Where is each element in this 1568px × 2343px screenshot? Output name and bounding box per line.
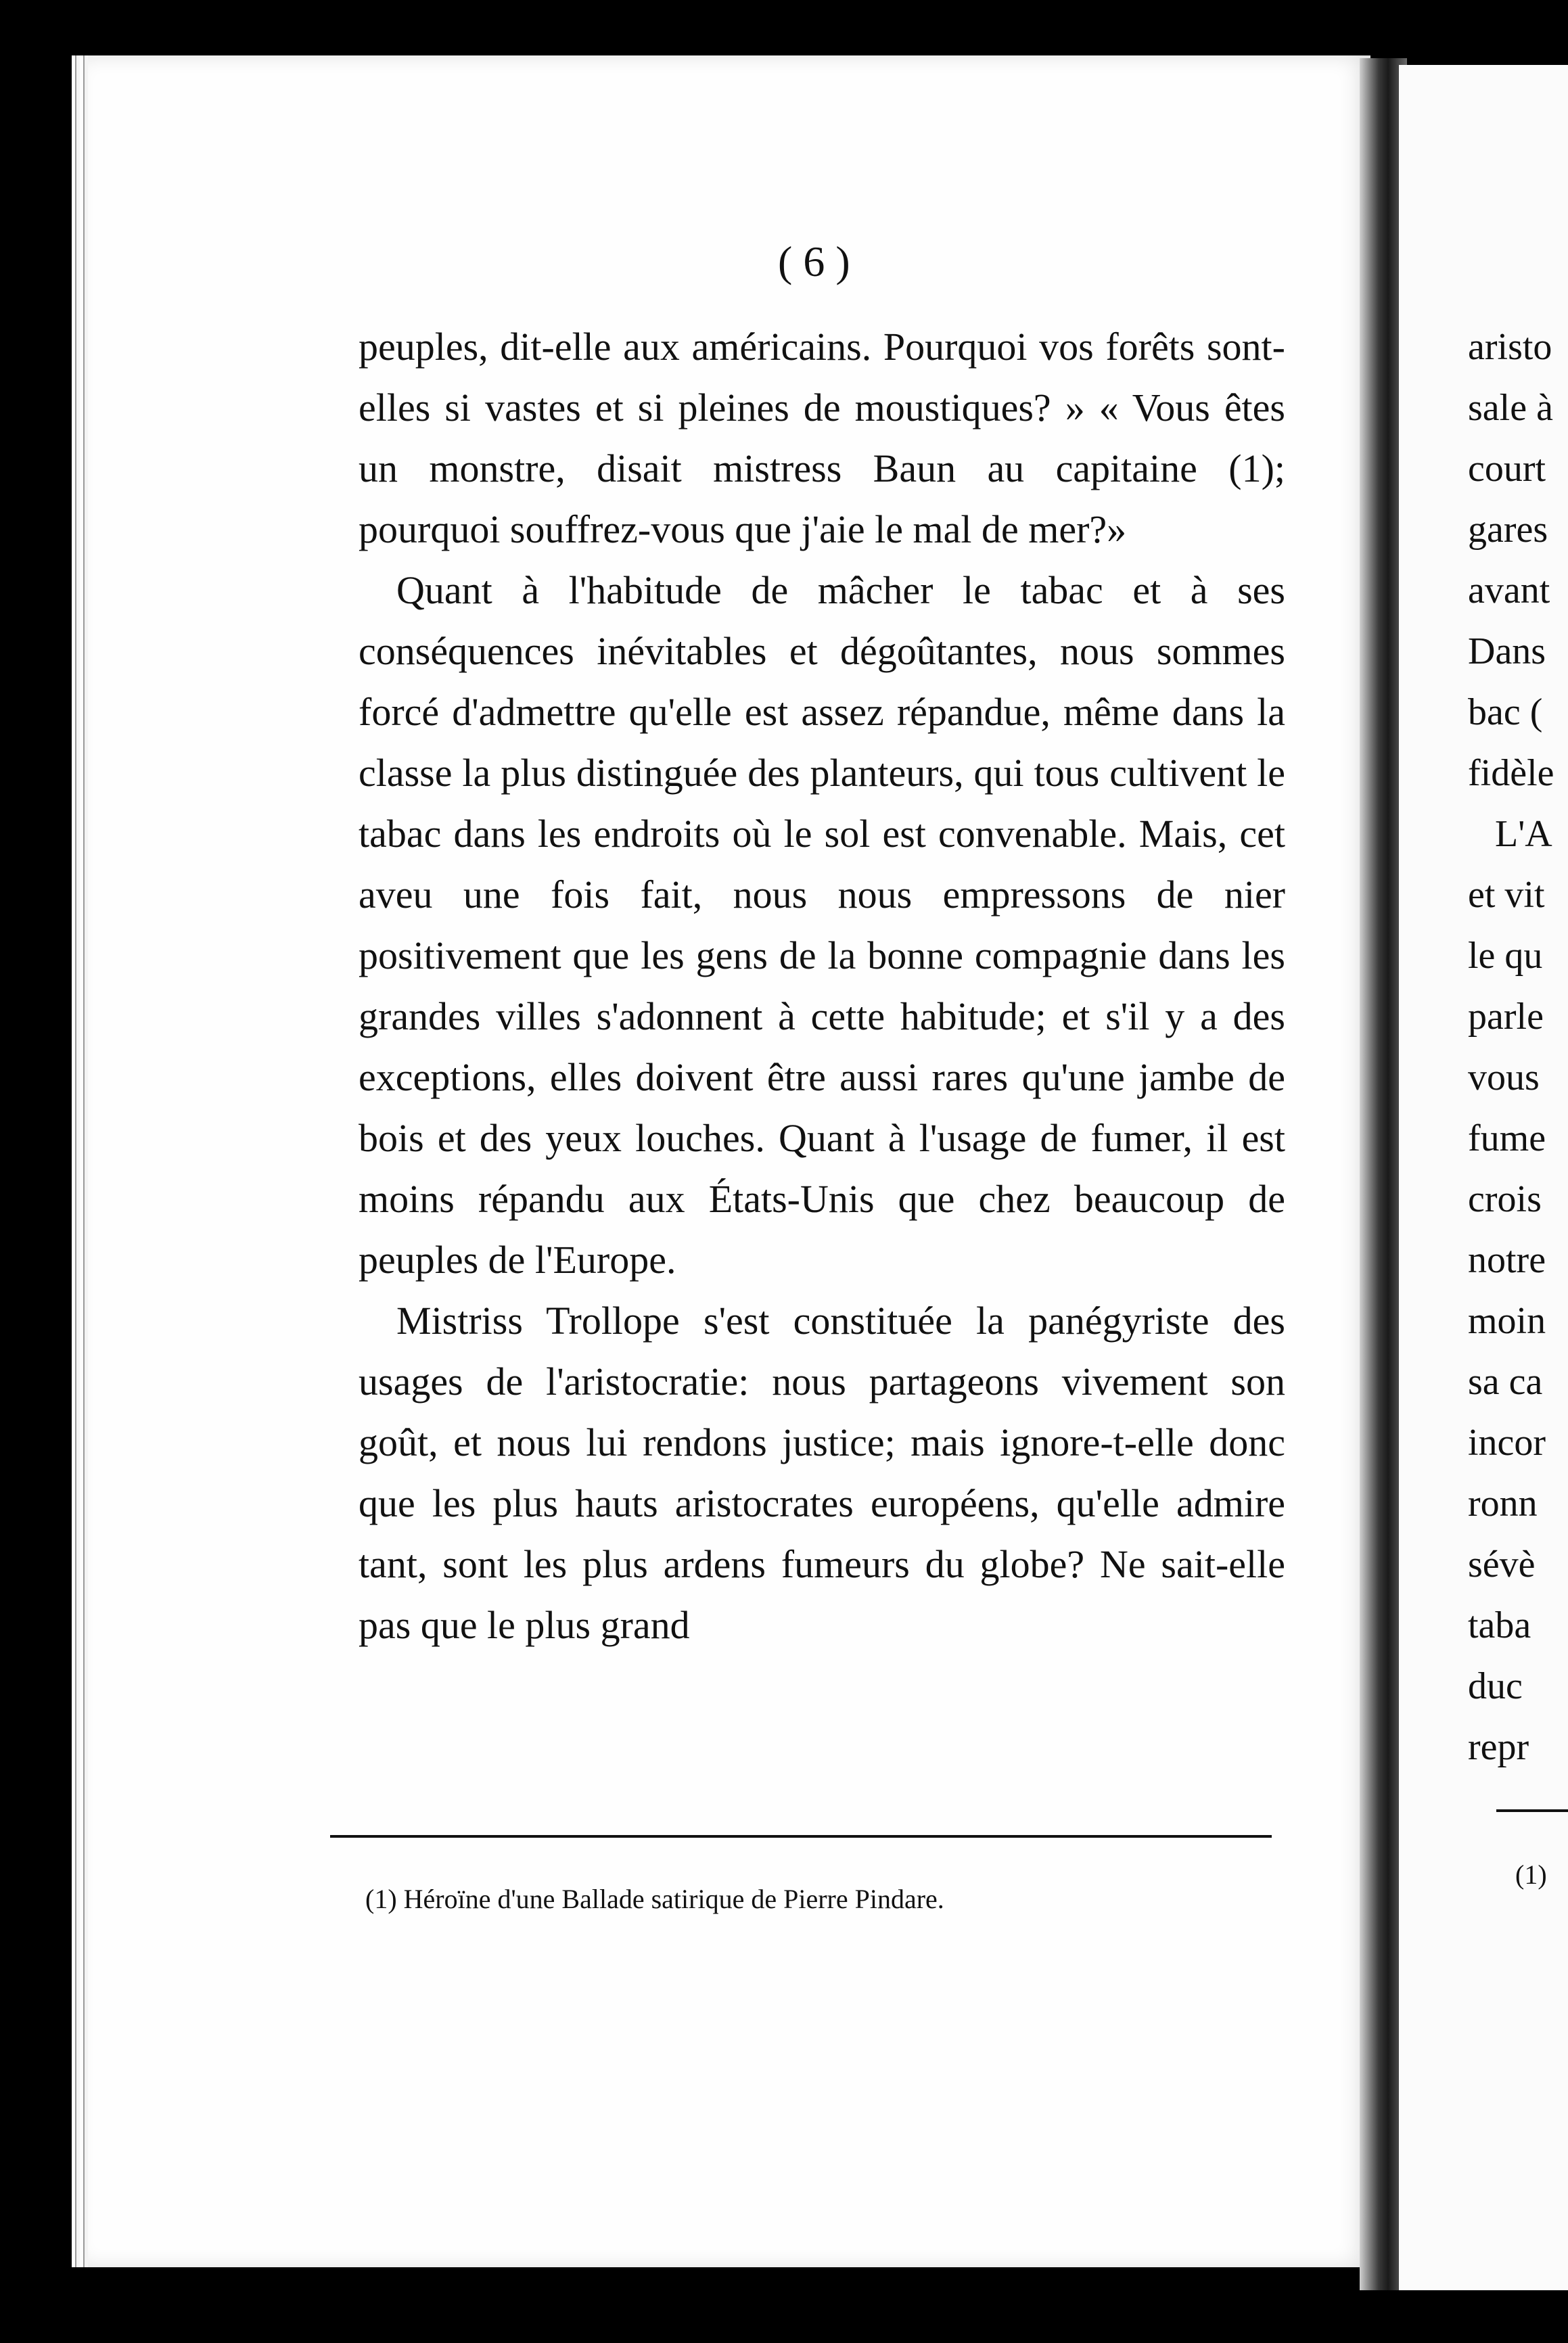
facing-line: moin	[1468, 1300, 1546, 1342]
facing-page-text	[1468, 317, 1568, 1778]
paragraph: Quant à l'habitude de mâcher le tabac et à ses conséquences inévitables et dégoûtantes, nous sommes forcé d'admettre qu'elle est assez répandue, même dans la classe la plus distinguée des planteurs, qui tous cultivent le tabac dans les endroits où le sol est convenable. Mais, cet aveu une fois fait, nous nous empressons de nier positivement que les gens de la bonne compagnie dans les grandes villes s'adonnent à cette habitude; et s'il y a des exceptions, elles doivent être aussi rares qu'une jambe de bois et des yeux louches. Quant à l'usage de fumer, il est moins répandu aux États-Unis que chez beaucoup de peuples de l'Europe.	[359, 568, 1285, 1282]
facing-line: sévè	[1468, 1544, 1536, 1585]
facing-line: ronn	[1468, 1483, 1538, 1525]
footnote: (1) Héroïne d'une Ballade satirique de Pierre Pindare.	[365, 1884, 944, 1914]
facing-line: sa ca	[1468, 1361, 1543, 1403]
facing-line: L'A	[1495, 813, 1552, 855]
facing-line: repr	[1468, 1726, 1529, 1768]
facing-footnote-rule	[1496, 1809, 1568, 1812]
facing-line: court	[1468, 448, 1546, 490]
facing-line: avant	[1468, 570, 1550, 611]
facing-line: Dans	[1468, 630, 1546, 672]
facing-line: gares	[1468, 509, 1548, 551]
paragraph: peuples, dit-elle aux américains. Pourquoi vos forêts sont-elles si vastes et si pleines de moustiques? » « Vous êtes un monstre, disait mistress Baun au capitaine (1); pourquoi souffrez-vous que j'aie le mal de mer?»	[359, 325, 1285, 551]
facing-footnote: (1)	[1515, 1859, 1547, 1890]
facing-line: taba	[1468, 1604, 1531, 1646]
facing-line: fidèle	[1468, 752, 1554, 794]
facing-line: fume	[1468, 1117, 1546, 1159]
facing-line: sale à	[1468, 387, 1553, 429]
facing-line: et vit	[1468, 874, 1545, 916]
facing-line: aristo	[1468, 326, 1552, 368]
facing-line: notre	[1468, 1239, 1546, 1281]
facing-line: bac (	[1468, 691, 1543, 733]
facing-line: parle	[1468, 996, 1544, 1038]
facing-line: vous	[1468, 1057, 1540, 1098]
facing-line: le qu	[1468, 935, 1543, 977]
facing-line: crois	[1468, 1178, 1542, 1220]
facing-line: incor	[1468, 1422, 1546, 1464]
footnote-rule	[330, 1835, 1272, 1838]
facing-line: duc	[1468, 1665, 1523, 1707]
paragraph: Mistriss Trollope s'est constituée la panégyriste des usages de l'aristocratie: nous partageons vivement son goût, et nous lui rendons justice; mais ignore-t-elle donc que les plus hauts aristocrates européens, qu'elle admire tant, sont les plus ardens fumeurs du globe? Ne sait-elle pas que le plus grand	[359, 1299, 1285, 1647]
body-text	[359, 317, 1285, 1656]
page-number: ( 6 )	[778, 237, 850, 285]
